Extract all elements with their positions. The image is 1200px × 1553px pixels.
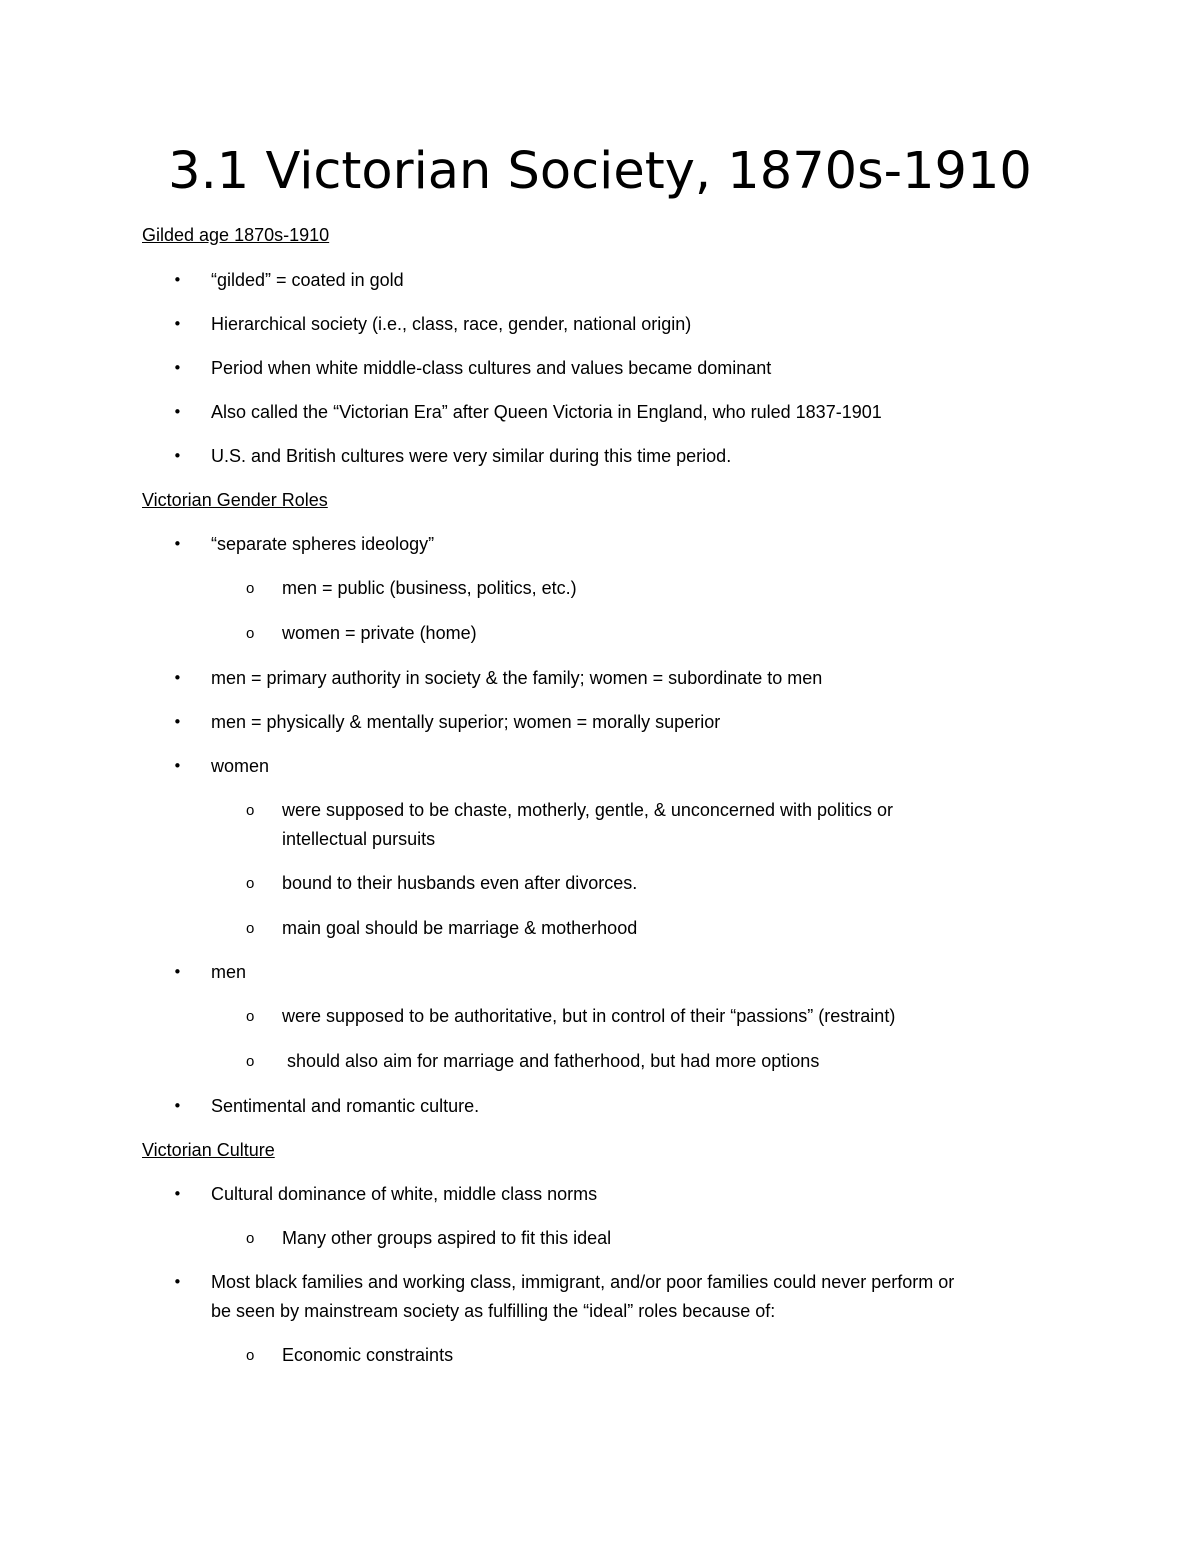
list-item: Most black families and working class, immigrant, and/or poor families could never perform or (211, 1272, 955, 1292)
list-item: men (211, 962, 247, 982)
bullet-marker: • (173, 403, 182, 421)
sub-bullet-marker: o (246, 802, 255, 819)
list-item-continuation: be seen by mainstream society as fulfilling the “ideal” roles because of: (211, 1301, 776, 1321)
sub-bullet-marker: o (246, 1230, 255, 1247)
bullet-marker: • (173, 315, 182, 333)
sub-list-item: bound to their husbands even after divorces. (282, 873, 638, 893)
sub-bullet-marker: o (246, 1053, 255, 1070)
bullet-marker: • (173, 535, 182, 553)
sub-list-item: men = public (business, politics, etc.) (282, 578, 577, 598)
sub-list-item: should also aim for marriage and fatherhood, but had more options (282, 1051, 820, 1071)
list-item: Also called the “Victorian Era” after Queen Victoria in England, who ruled 1837-1901 (211, 402, 882, 422)
bullet-marker: • (173, 447, 182, 465)
document-title: 3.1 Victorian Society, 1870s-1910 (168, 142, 1032, 201)
list-item: Period when white middle-class cultures and values became dominant (211, 358, 772, 378)
list-item: “separate spheres ideology” (211, 534, 435, 554)
bullet-marker: • (173, 1185, 182, 1203)
sub-list-item: Many other groups aspired to fit this ideal (282, 1228, 612, 1248)
bullet-marker: • (173, 271, 182, 289)
sub-bullet-marker: o (246, 920, 255, 937)
sub-list-item: main goal should be marriage & motherhood (282, 918, 638, 938)
list-item: Cultural dominance of white, middle class norms (211, 1184, 598, 1204)
sub-list-item: were supposed to be authoritative, but in control of their “passions” (restraint) (282, 1006, 896, 1026)
sub-list-item-continuation: intellectual pursuits (282, 829, 436, 849)
list-item: Sentimental and romantic culture. (211, 1096, 480, 1116)
list-item: U.S. and British cultures were very similar during this time period. (211, 446, 732, 466)
sub-bullet-marker: o (246, 875, 255, 892)
sub-bullet-marker: o (246, 580, 255, 597)
section-heading-victorian-culture: Victorian Culture (142, 1140, 275, 1160)
sub-bullet-marker: o (246, 1008, 255, 1025)
list-item: men = physically & mentally superior; women = morally superior (211, 712, 721, 732)
sub-list-item: were supposed to be chaste, motherly, gentle, & unconcerned with politics or (282, 800, 894, 820)
bullet-marker: • (173, 359, 182, 377)
bullet-marker: • (173, 757, 182, 775)
list-item: “gilded” = coated in gold (211, 270, 404, 290)
section-heading-gender-roles: Victorian Gender Roles (142, 490, 328, 510)
bullet-marker: • (173, 963, 182, 981)
list-item: men = primary authority in society & the family; women = subordinate to men (211, 668, 823, 688)
section-heading-gilded-age: Gilded age 1870s-1910 (142, 225, 330, 245)
bullet-marker: • (173, 669, 182, 687)
sub-list-item: Economic constraints (282, 1345, 454, 1365)
sub-bullet-marker: o (246, 625, 255, 642)
list-item: women (211, 756, 270, 776)
sub-list-item: women = private (home) (282, 623, 477, 643)
bullet-marker: • (173, 1273, 182, 1291)
list-item: Hierarchical society (i.e., class, race, gender, national origin) (211, 314, 692, 334)
bullet-marker: • (173, 713, 182, 731)
bullet-marker: • (173, 1097, 182, 1115)
sub-bullet-marker: o (246, 1347, 255, 1364)
